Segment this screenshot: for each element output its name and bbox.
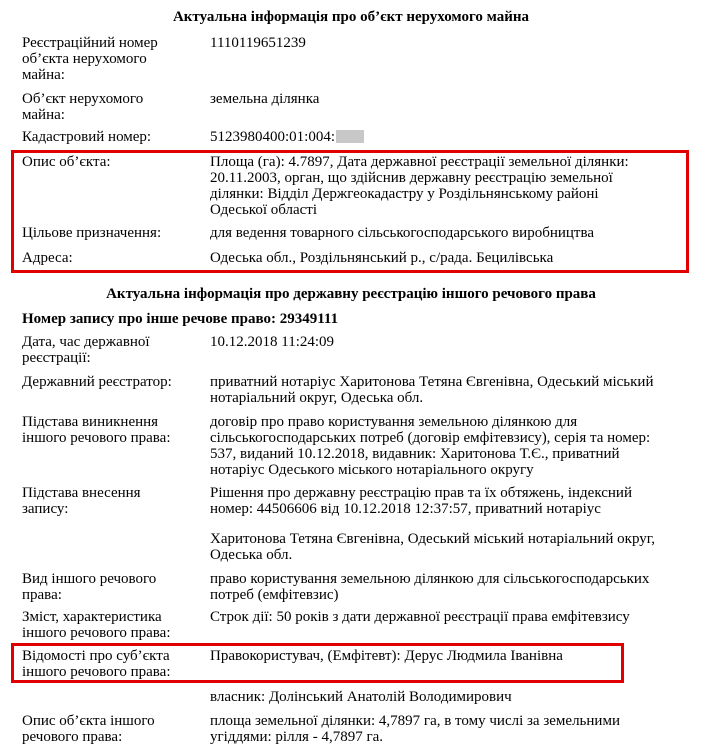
record-number: Номер запису про інше речове право: 29349111 <box>22 311 339 327</box>
property-section-title: Актуальна інформація про об’єкт нерухомого майна <box>172 9 530 25</box>
cadastral-number-value: 5123980400:01:004: <box>210 129 336 145</box>
redaction-box <box>336 130 364 143</box>
right-section-title: Актуальна інформація про державну реєстрацію іншого речового права <box>106 286 596 302</box>
